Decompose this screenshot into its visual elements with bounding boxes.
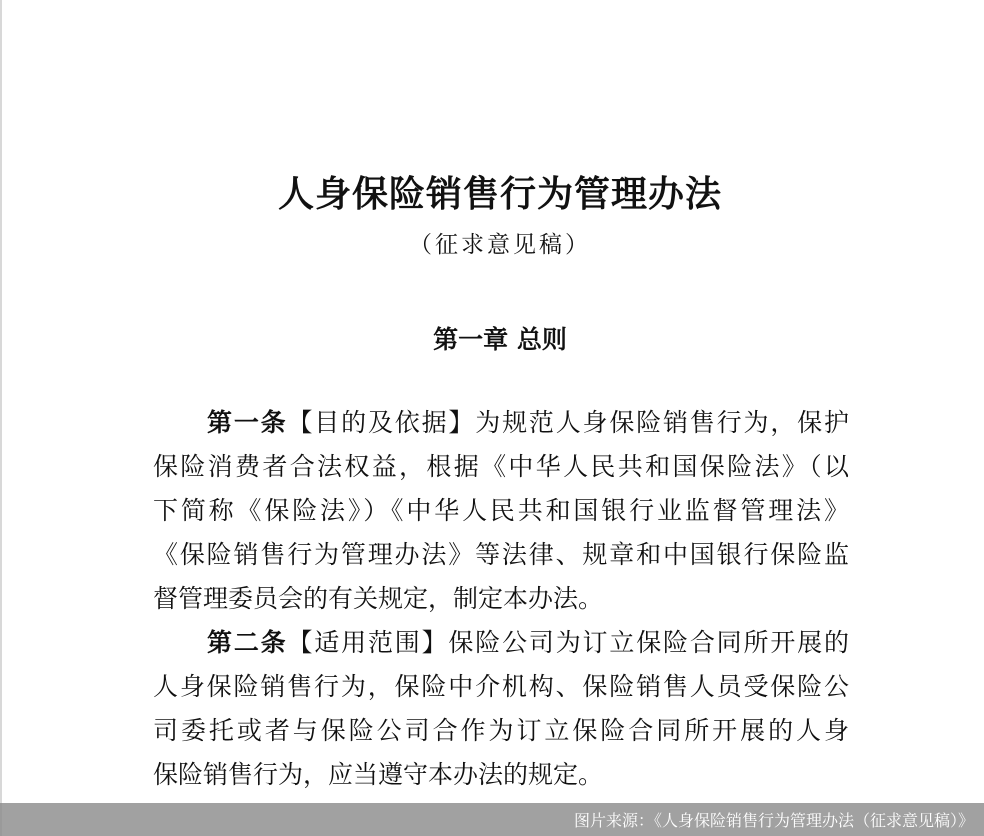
text-line: 下简称《保险法》）《中华人民共和国银行业监督管理法》 [153, 496, 849, 525]
text: 【目的及依据】为规范人身保险销售行为，保护 [287, 408, 849, 437]
article-number: 第一条 [207, 408, 288, 437]
document-subtitle: （征求意见稿） [409, 232, 591, 258]
article-2 [153, 624, 849, 800]
text-line: 保险销售行为，应当遵守本办法的规定。 [153, 760, 604, 789]
chapter-heading: 第一章 总则 [433, 325, 567, 354]
text-line [153, 624, 849, 668]
article-1 [153, 404, 849, 624]
page-edge [0, 0, 2, 836]
document-body [153, 404, 849, 800]
article-number: 第二条 [207, 628, 288, 657]
text: 【适用范围】保险公司为订立保险合同所开展的 [287, 628, 849, 657]
text-line: 《保险销售行为管理办法》等法律、规章和中国银行保险监 [153, 540, 849, 569]
document-title: 人身保险销售行为管理办法 [277, 174, 722, 215]
text-line [153, 404, 849, 448]
text-line: 人身保险销售行为，保险中介机构、保险销售人员受保险公 [153, 672, 849, 701]
text-line: 保险消费者合法权益，根据《中华人民共和国保险法》（以 [153, 452, 849, 481]
text-line: 督管理委员会的有关规定，制定本办法。 [153, 584, 604, 613]
caption-bar [0, 803, 984, 836]
text-line: 司委托或者与保险公司合作为订立保险合同所开展的人身 [153, 716, 849, 745]
image-source-caption: 图片来源：《人身保险销售行为管理办法（征求意见稿）》 [573, 811, 974, 830]
